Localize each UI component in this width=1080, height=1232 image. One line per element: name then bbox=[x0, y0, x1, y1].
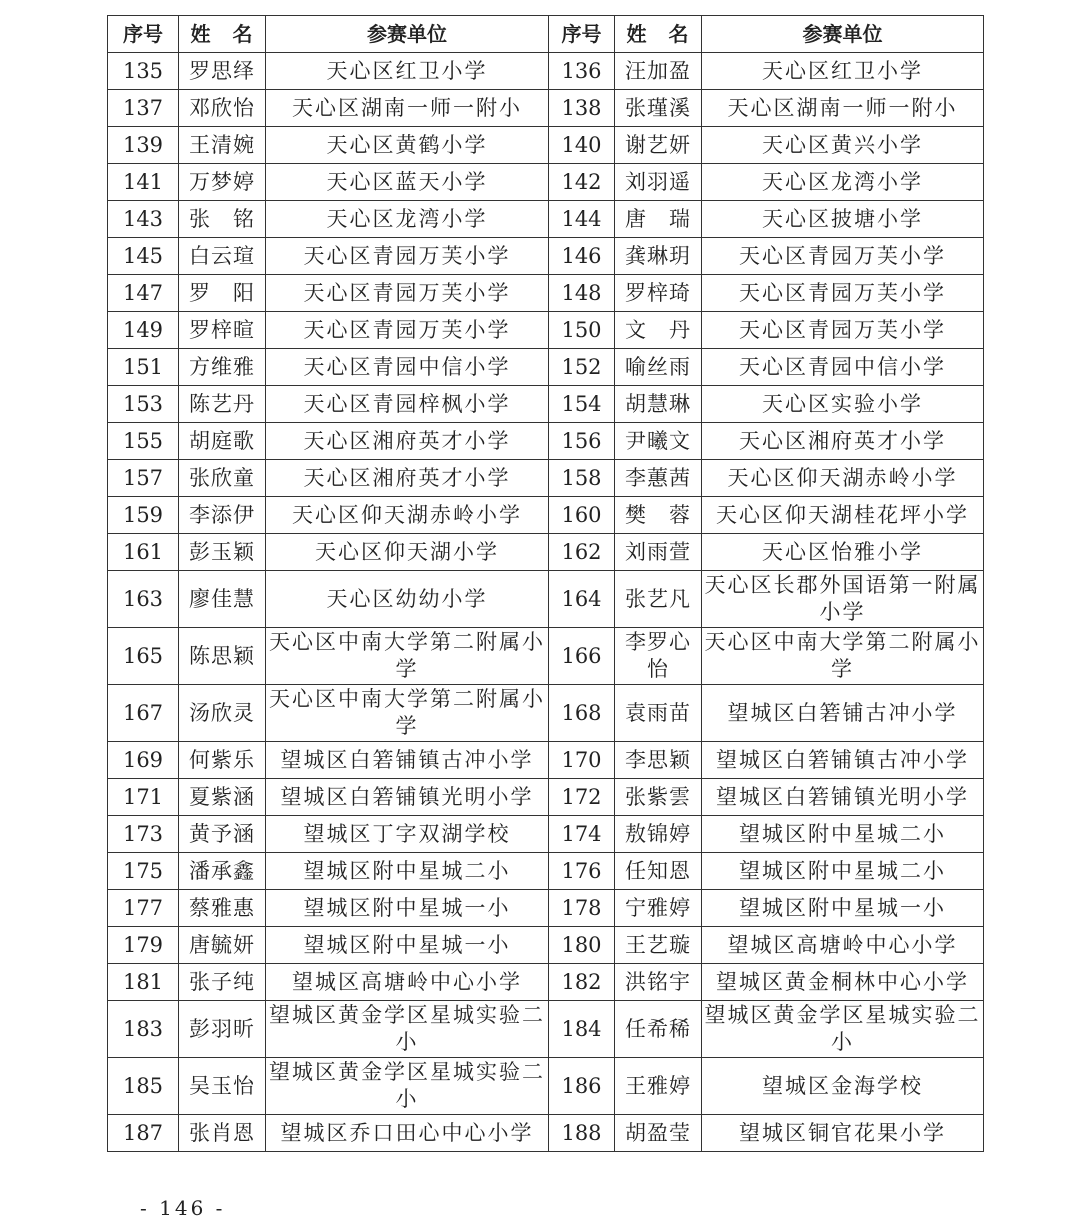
table-row bbox=[108, 685, 984, 742]
row-unit: 天心区长郡外国语第一附属小学 bbox=[702, 571, 984, 628]
row-index: 144 bbox=[549, 201, 615, 238]
row-name: 张 铭 bbox=[179, 201, 266, 238]
row-name: 万梦婷 bbox=[179, 164, 266, 201]
row-unit: 天心区中南大学第二附属小学 bbox=[266, 628, 549, 685]
row-index: 174 bbox=[549, 816, 615, 853]
row-unit: 天心区青园万芙小学 bbox=[702, 312, 984, 349]
row-index: 139 bbox=[108, 127, 179, 164]
table-row bbox=[108, 90, 984, 127]
row-unit: 天心区青园万芙小学 bbox=[266, 275, 549, 312]
row-unit: 天心区青园万芙小学 bbox=[702, 238, 984, 275]
row-index: 141 bbox=[108, 164, 179, 201]
row-name: 唐 瑞 bbox=[615, 201, 702, 238]
row-index: 154 bbox=[549, 386, 615, 423]
row-index: 167 bbox=[108, 685, 179, 742]
row-unit: 望城区附中星城一小 bbox=[266, 890, 549, 927]
row-index: 168 bbox=[549, 685, 615, 742]
row-index: 135 bbox=[108, 53, 179, 90]
row-name: 胡慧琳 bbox=[615, 386, 702, 423]
row-unit: 望城区乔口田心中心小学 bbox=[266, 1115, 549, 1152]
row-unit: 望城区黄金学区星城实验二小 bbox=[266, 1001, 549, 1058]
table-row bbox=[108, 927, 984, 964]
table-row bbox=[108, 53, 984, 90]
row-name: 任希稀 bbox=[615, 1001, 702, 1058]
row-unit: 望城区白箬铺古冲小学 bbox=[702, 685, 984, 742]
row-name: 黄予涵 bbox=[179, 816, 266, 853]
row-unit: 望城区附中星城一小 bbox=[702, 890, 984, 927]
row-index: 138 bbox=[549, 90, 615, 127]
row-index: 176 bbox=[549, 853, 615, 890]
row-unit: 天心区青园梓枫小学 bbox=[266, 386, 549, 423]
row-index: 183 bbox=[108, 1001, 179, 1058]
row-unit: 望城区白箬铺镇光明小学 bbox=[702, 779, 984, 816]
row-unit: 望城区铜官花果小学 bbox=[702, 1115, 984, 1152]
header-name: 姓 名 bbox=[179, 16, 266, 53]
row-index: 137 bbox=[108, 90, 179, 127]
row-name: 樊 蓉 bbox=[615, 497, 702, 534]
row-unit: 天心区湘府英才小学 bbox=[266, 423, 549, 460]
row-name: 张子纯 bbox=[179, 964, 266, 1001]
table-row bbox=[108, 534, 984, 571]
row-name: 张紫雲 bbox=[615, 779, 702, 816]
table-row bbox=[108, 890, 984, 927]
row-unit: 望城区附中星城二小 bbox=[702, 853, 984, 890]
row-unit: 天心区湘府英才小学 bbox=[702, 423, 984, 460]
row-name: 何紫乐 bbox=[179, 742, 266, 779]
row-index: 182 bbox=[549, 964, 615, 1001]
row-name: 刘羽遥 bbox=[615, 164, 702, 201]
table-row bbox=[108, 312, 984, 349]
row-index: 172 bbox=[549, 779, 615, 816]
row-unit: 望城区附中星城一小 bbox=[266, 927, 549, 964]
row-unit: 天心区仰天湖赤岭小学 bbox=[702, 460, 984, 497]
row-name: 陈思颖 bbox=[179, 628, 266, 685]
roster-table bbox=[107, 15, 984, 1152]
table-row bbox=[108, 164, 984, 201]
row-unit: 天心区龙湾小学 bbox=[266, 201, 549, 238]
row-name: 谢艺妍 bbox=[615, 127, 702, 164]
row-unit: 天心区青园中信小学 bbox=[266, 349, 549, 386]
row-index: 150 bbox=[549, 312, 615, 349]
row-index: 156 bbox=[549, 423, 615, 460]
row-index: 163 bbox=[108, 571, 179, 628]
row-name: 李罗心怡 bbox=[615, 628, 702, 685]
row-name: 邓欣怡 bbox=[179, 90, 266, 127]
row-index: 143 bbox=[108, 201, 179, 238]
row-index: 147 bbox=[108, 275, 179, 312]
table-row bbox=[108, 497, 984, 534]
row-name: 任知恩 bbox=[615, 853, 702, 890]
row-unit: 望城区白箬铺镇古冲小学 bbox=[702, 742, 984, 779]
row-name: 罗思绎 bbox=[179, 53, 266, 90]
row-index: 153 bbox=[108, 386, 179, 423]
row-unit: 望城区高塘岭中心小学 bbox=[266, 964, 549, 1001]
row-name: 王雅婷 bbox=[615, 1058, 702, 1115]
row-index: 184 bbox=[549, 1001, 615, 1058]
row-unit: 望城区高塘岭中心小学 bbox=[702, 927, 984, 964]
row-index: 165 bbox=[108, 628, 179, 685]
row-index: 142 bbox=[549, 164, 615, 201]
row-name: 喻丝雨 bbox=[615, 349, 702, 386]
row-name: 张欣童 bbox=[179, 460, 266, 497]
row-index: 164 bbox=[549, 571, 615, 628]
row-unit: 天心区仰天湖桂花坪小学 bbox=[702, 497, 984, 534]
row-name: 刘雨萱 bbox=[615, 534, 702, 571]
row-unit: 天心区实验小学 bbox=[702, 386, 984, 423]
row-name: 彭玉颖 bbox=[179, 534, 266, 571]
header-unit: 参赛单位 bbox=[702, 16, 984, 53]
table-row bbox=[108, 423, 984, 460]
row-name: 彭羽昕 bbox=[179, 1001, 266, 1058]
row-unit: 天心区青园万芙小学 bbox=[266, 312, 549, 349]
table-row bbox=[108, 1058, 984, 1115]
row-index: 180 bbox=[549, 927, 615, 964]
header-index: 序号 bbox=[108, 16, 179, 53]
table-row bbox=[108, 964, 984, 1001]
row-unit: 望城区白箬铺镇光明小学 bbox=[266, 779, 549, 816]
row-index: 160 bbox=[549, 497, 615, 534]
table-row bbox=[108, 238, 984, 275]
table-row bbox=[108, 628, 984, 685]
row-unit: 望城区黄金桐林中心小学 bbox=[702, 964, 984, 1001]
row-unit: 天心区湘府英才小学 bbox=[266, 460, 549, 497]
row-unit: 天心区青园万芙小学 bbox=[702, 275, 984, 312]
row-name: 王艺璇 bbox=[615, 927, 702, 964]
row-name: 汤欣灵 bbox=[179, 685, 266, 742]
row-unit: 天心区红卫小学 bbox=[266, 53, 549, 90]
row-index: 140 bbox=[549, 127, 615, 164]
row-index: 155 bbox=[108, 423, 179, 460]
table-row bbox=[108, 742, 984, 779]
table-row bbox=[108, 1115, 984, 1152]
row-name: 洪铭宇 bbox=[615, 964, 702, 1001]
row-name: 罗 阳 bbox=[179, 275, 266, 312]
row-unit: 天心区红卫小学 bbox=[702, 53, 984, 90]
row-unit: 望城区黄金学区星城实验二小 bbox=[702, 1001, 984, 1058]
row-index: 159 bbox=[108, 497, 179, 534]
row-unit: 天心区黄鹤小学 bbox=[266, 127, 549, 164]
table-row bbox=[108, 127, 984, 164]
row-index: 158 bbox=[549, 460, 615, 497]
roster-body bbox=[108, 53, 984, 1152]
row-unit: 望城区附中星城二小 bbox=[266, 853, 549, 890]
row-index: 175 bbox=[108, 853, 179, 890]
row-index: 152 bbox=[549, 349, 615, 386]
table-row bbox=[108, 460, 984, 497]
row-index: 173 bbox=[108, 816, 179, 853]
row-index: 145 bbox=[108, 238, 179, 275]
row-name: 蔡雅惠 bbox=[179, 890, 266, 927]
row-unit: 望城区附中星城二小 bbox=[702, 816, 984, 853]
row-unit: 天心区仰天湖赤岭小学 bbox=[266, 497, 549, 534]
row-unit: 天心区湖南一师一附小 bbox=[266, 90, 549, 127]
row-index: 170 bbox=[549, 742, 615, 779]
row-index: 151 bbox=[108, 349, 179, 386]
row-unit: 天心区仰天湖小学 bbox=[266, 534, 549, 571]
table-row bbox=[108, 275, 984, 312]
table-row bbox=[108, 779, 984, 816]
row-unit: 天心区披塘小学 bbox=[702, 201, 984, 238]
row-name: 李添伊 bbox=[179, 497, 266, 534]
row-name: 廖佳慧 bbox=[179, 571, 266, 628]
row-index: 162 bbox=[549, 534, 615, 571]
row-name: 汪加盈 bbox=[615, 53, 702, 90]
row-unit: 天心区湖南一师一附小 bbox=[702, 90, 984, 127]
row-name: 尹曦文 bbox=[615, 423, 702, 460]
row-unit: 天心区蓝天小学 bbox=[266, 164, 549, 201]
row-name: 白云瑄 bbox=[179, 238, 266, 275]
row-index: 178 bbox=[549, 890, 615, 927]
row-unit: 天心区黄兴小学 bbox=[702, 127, 984, 164]
row-name: 张肖恩 bbox=[179, 1115, 266, 1152]
header-index: 序号 bbox=[549, 16, 615, 53]
row-index: 166 bbox=[549, 628, 615, 685]
row-unit: 天心区青园中信小学 bbox=[702, 349, 984, 386]
row-name: 李思颖 bbox=[615, 742, 702, 779]
row-name: 方维雅 bbox=[179, 349, 266, 386]
row-name: 罗梓琦 bbox=[615, 275, 702, 312]
header-name: 姓 名 bbox=[615, 16, 702, 53]
row-name: 张瑾溪 bbox=[615, 90, 702, 127]
header-unit: 参赛单位 bbox=[266, 16, 549, 53]
row-name: 宁雅婷 bbox=[615, 890, 702, 927]
row-index: 157 bbox=[108, 460, 179, 497]
row-name: 袁雨苗 bbox=[615, 685, 702, 742]
table-row bbox=[108, 853, 984, 890]
row-name: 龚琳玥 bbox=[615, 238, 702, 275]
row-index: 171 bbox=[108, 779, 179, 816]
row-unit: 天心区龙湾小学 bbox=[702, 164, 984, 201]
row-unit: 望城区丁字双湖学校 bbox=[266, 816, 549, 853]
row-name: 吴玉怡 bbox=[179, 1058, 266, 1115]
row-name: 夏紫涵 bbox=[179, 779, 266, 816]
table-row bbox=[108, 1001, 984, 1058]
row-index: 179 bbox=[108, 927, 179, 964]
header-row bbox=[108, 16, 984, 53]
row-index: 169 bbox=[108, 742, 179, 779]
row-name: 胡庭歌 bbox=[179, 423, 266, 460]
row-index: 148 bbox=[549, 275, 615, 312]
table-row bbox=[108, 201, 984, 238]
row-index: 146 bbox=[549, 238, 615, 275]
row-index: 149 bbox=[108, 312, 179, 349]
row-name: 胡盈莹 bbox=[615, 1115, 702, 1152]
row-unit: 望城区金海学校 bbox=[702, 1058, 984, 1115]
row-name: 罗梓暄 bbox=[179, 312, 266, 349]
row-unit: 天心区青园万芙小学 bbox=[266, 238, 549, 275]
table-row bbox=[108, 816, 984, 853]
row-name: 李蕙茜 bbox=[615, 460, 702, 497]
row-index: 188 bbox=[549, 1115, 615, 1152]
row-unit: 天心区幼幼小学 bbox=[266, 571, 549, 628]
table-row bbox=[108, 349, 984, 386]
row-unit: 天心区怡雅小学 bbox=[702, 534, 984, 571]
row-name: 潘承鑫 bbox=[179, 853, 266, 890]
row-index: 185 bbox=[108, 1058, 179, 1115]
row-name: 王清婉 bbox=[179, 127, 266, 164]
row-unit: 望城区白箬铺镇古冲小学 bbox=[266, 742, 549, 779]
row-name: 陈艺丹 bbox=[179, 386, 266, 423]
table-row bbox=[108, 571, 984, 628]
row-index: 186 bbox=[549, 1058, 615, 1115]
row-index: 187 bbox=[108, 1115, 179, 1152]
row-name: 文 丹 bbox=[615, 312, 702, 349]
row-name: 张艺凡 bbox=[615, 571, 702, 628]
row-index: 136 bbox=[549, 53, 615, 90]
row-name: 唐毓妍 bbox=[179, 927, 266, 964]
row-index: 161 bbox=[108, 534, 179, 571]
row-unit: 天心区中南大学第二附属小学 bbox=[702, 628, 984, 685]
table-row bbox=[108, 386, 984, 423]
page-number: - 146 - bbox=[140, 1196, 226, 1220]
row-index: 181 bbox=[108, 964, 179, 1001]
row-name: 敖锦婷 bbox=[615, 816, 702, 853]
row-unit: 天心区中南大学第二附属小学 bbox=[266, 685, 549, 742]
row-unit: 望城区黄金学区星城实验二小 bbox=[266, 1058, 549, 1115]
row-index: 177 bbox=[108, 890, 179, 927]
